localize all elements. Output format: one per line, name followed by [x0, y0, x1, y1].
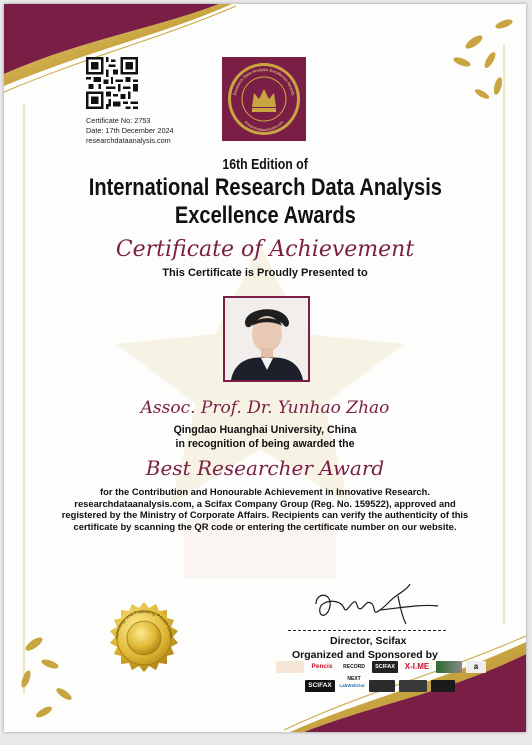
gold-seal — [106, 601, 182, 677]
recipient-photo — [223, 296, 310, 382]
seal-text: echnology and Publishing Private Limite — [113, 608, 175, 639]
certificate-meta — [86, 116, 174, 146]
certificate-page — [4, 4, 526, 732]
certificate-date: Date: 17th December 2024 — [86, 126, 174, 135]
sponsor-logo — [276, 661, 304, 673]
qr-code[interactable] — [86, 57, 138, 109]
sponsor-logo-a: a — [466, 661, 486, 673]
signature-line — [288, 630, 446, 631]
organized-by-label: Organized and Sponsored by — [292, 649, 438, 661]
award-title-line2: Excellence Awards — [174, 202, 356, 229]
award-title-line1: International Research Data Analysis — [88, 174, 442, 201]
presented-to-label: This Certificate is Proudly Presented to — [162, 267, 368, 279]
award-name: Best Researcher Award — [145, 456, 385, 480]
sponsor-logo-labwebout: LabWebOut — [339, 683, 365, 688]
signatory-title: Director, Scifax — [330, 635, 407, 647]
sponsor-logo-scifax: SCIFAX — [305, 680, 335, 692]
certificate-heading: Certificate of Achievement — [115, 237, 415, 262]
sponsor-logos-row1 — [276, 661, 496, 682]
certificate-description: for the Contribution and Honourable Achievement in Innovative Research. researchdataanalysis.com, a Scifax Company Group (Reg. No. 159522), approved and registered by the Ministry of Corporate Affairs. Recipients can verify the authenticity of this certificate by scanning the QR code or entering the certificate number on our website. — [61, 486, 469, 532]
sponsor-logo-recordnext: RECORD NEXT — [343, 664, 365, 682]
director-signature — [310, 582, 440, 630]
recognition-line: in recognition of being awarded the — [175, 438, 355, 450]
sponsor-logo — [369, 680, 395, 692]
recipient-institution: Qingdao Huanghai University, China — [173, 424, 357, 436]
sponsor-logo-xime: X-I.ME — [404, 662, 430, 671]
sponsor-logo — [436, 661, 462, 673]
emblem-arc-text: Research Data Analysis Excellence Awards — [232, 66, 296, 96]
recipient-name: Assoc. Prof. Dr. Yunhao Zhao — [140, 398, 390, 418]
certificate-website[interactable]: researchdataanalysis.com — [86, 136, 171, 145]
sponsor-logo — [431, 680, 455, 692]
certificate-number: Certificate No: 2753 — [86, 116, 151, 125]
sponsor-logo-pencis: Pencis — [311, 663, 333, 670]
emblem-url: researchdataanalysis.com — [243, 119, 285, 133]
sponsor-logo — [399, 680, 427, 692]
edition-label: 16th Edition of — [222, 156, 308, 173]
sponsor-logos-row2 — [305, 680, 465, 694]
sponsor-logo-scifax: SCIFAX — [372, 661, 398, 673]
award-emblem — [222, 57, 306, 141]
